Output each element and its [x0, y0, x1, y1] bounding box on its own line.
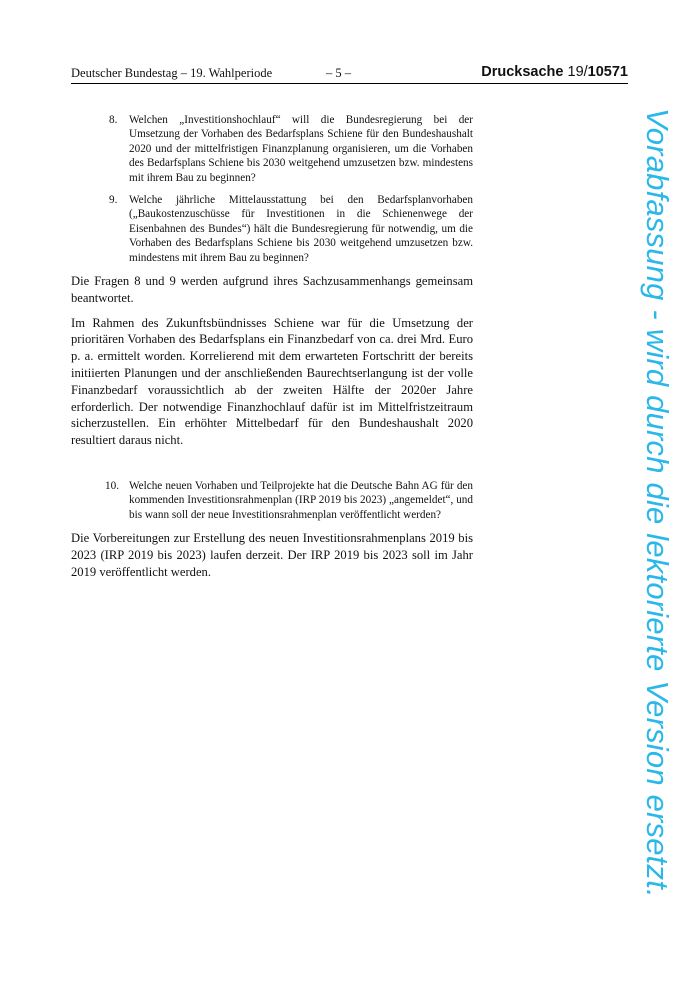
question-9: [71, 193, 473, 265]
question-10: [71, 479, 473, 522]
draft-watermark: Vorabfassung - wird durch die lektorierte Version ersetzt.: [640, 108, 675, 898]
document-number: [481, 64, 628, 80]
answer-paragraph: Die Vorbereitungen zur Erstellung des neuen Investitionsrahmenplans 2019 bis 2023 (IRP 2019 bis 2023) laufen derzeit. Der IRP 2019 bis 2023 soll im Jahr 2019 veröffentlicht werden.: [71, 531, 473, 579]
document-body: [71, 113, 473, 589]
page-number: – 5 –: [326, 66, 351, 80]
spacer: [71, 457, 473, 479]
question-text: Welchen „Investitionshochlauf“ will die Bundesregierung bei der Umsetzung der Vorhaben des Bedarfsplans Schiene für den Bundeshaushalt 2020 und der mittelfristigen Finanzplanung organisieren, um die Vorhaben des Bedarfsplans Schiene bis 2030 weitgehend umzusetzen bzw. mindestens mit ihrem Bau zu beginnen?: [129, 114, 473, 184]
answer-paragraph: Im Rahmen des Zukunftsbündnisses Schiene war für die Umsetzung der prioritären Vorhaben des Bedarfsplans ein Finanzbedarf von ca. drei Mrd. Euro p. a. ermittelt worden. Korrelierend mit dem erwarteten Fortschritt der bereits initiierten Planungen und der anschließenden Baurechtserlangung ist der volle Finanzbedarf voraussichtlich ab der zweiten Hälfte der 2020er Jahre erforderlich. Der notwendige Finanzhochlauf dafür ist im Mittelfristzeitraum sicherzustellen. Ein erhöhter Mittelbedarf für den Bundeshaushalt 2020 resultiert daraus nicht.: [71, 315, 473, 448]
question-text: Welche jährliche Mittelausstattung bei den Bedarfsplanvorhaben („Baukostenzuschüsse für Investitionen in die Schienenwege der Eisenbahnen des Bundes“) hält die Bundesregierung für notwendig, um die Vorhaben des Bedarfsplans Schiene bis 2030 weitgehend umzusetzen bzw. mindestens mit ihrem Bau zu beginnen?: [129, 194, 473, 264]
question-text: Welche neuen Vorhaben und Teilprojekte hat die Deutsche Bahn AG für den kommenden Investitionsrahmenplan (IRP 2019 bis 2023) „angemeldet“, und bis wann soll der neue Investitionsrahmenplan veröffentlicht werden?: [129, 480, 473, 521]
answer-paragraph: Die Fragen 8 und 9 werden aufgrund ihres Sachzusammenhangs gemeinsam beantwortet.: [71, 274, 473, 305]
document-number-label: Drucksache: [481, 64, 564, 80]
document-number-value: 10571: [587, 64, 628, 80]
question-number: 10.: [105, 480, 119, 493]
question-number: 8.: [109, 114, 118, 126]
document-number-prefix: 19/: [567, 64, 588, 80]
header-parliament: Deutscher Bundestag – 19. Wahlperiode: [71, 66, 273, 80]
question-number: 9.: [109, 194, 118, 207]
header-rule: [71, 83, 628, 84]
question-8: [71, 113, 473, 185]
